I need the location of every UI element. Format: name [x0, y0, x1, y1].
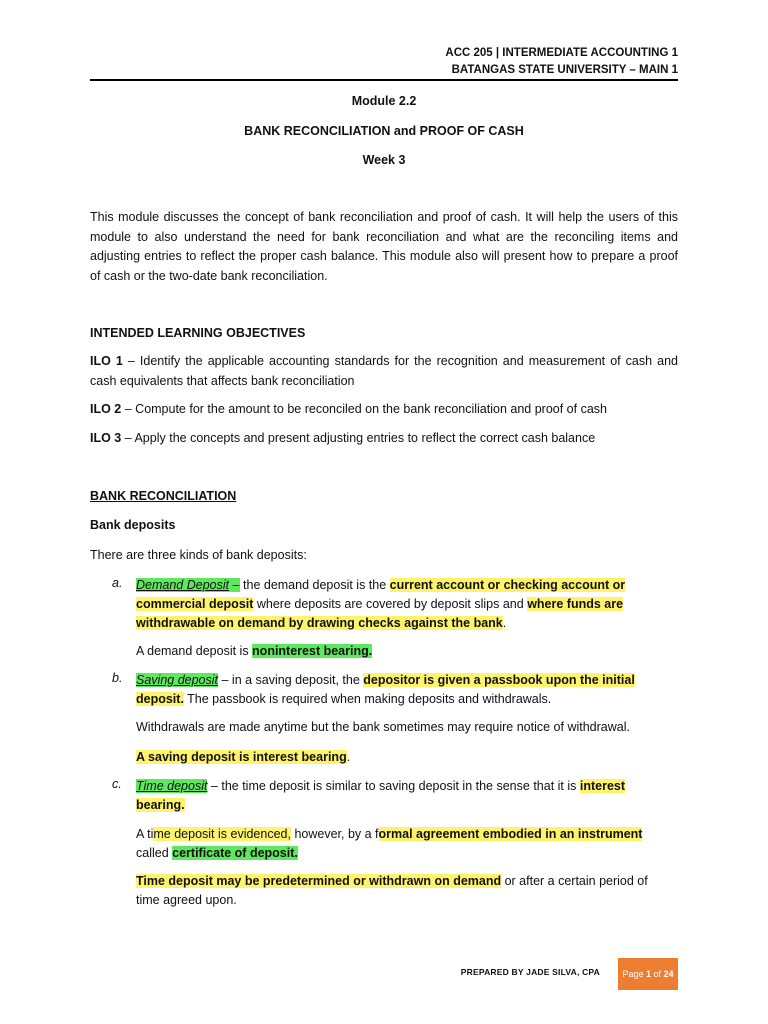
ilo-label: ILO 1: [90, 354, 123, 368]
saving-deposit-definition: [136, 671, 666, 709]
list-marker-b: b.: [112, 671, 123, 685]
ilo-label: ILO 2: [90, 402, 122, 416]
time-deposit-evidence: [136, 825, 666, 863]
ilo-3: [90, 429, 678, 449]
demand-deposit-note: [136, 642, 666, 661]
highlight-interest-bearing: A saving deposit is interest bearing: [136, 750, 347, 764]
demand-deposit-definition: [136, 576, 666, 633]
highlight-passbook: depositor is given a passbook upon the initial deposit.: [136, 673, 635, 706]
university-line: BATANGAS STATE UNIVERSITY – MAIN 1: [451, 64, 678, 76]
section-heading: BANK RECONCILIATION: [90, 489, 237, 503]
module-week: Week 3: [362, 153, 406, 167]
time-deposit-definition: [136, 777, 666, 815]
list-marker-a: a.: [112, 576, 123, 590]
term-dash: –: [229, 578, 240, 592]
ilo-text: – Identify the applicable accounting standards for the recognition and measurement of cash and cash equivalents that affects bank reconciliation: [90, 354, 678, 388]
highlight-interest-bearing: interest bearing.: [136, 779, 626, 812]
text-run: or after a certain period of time agreed upon.: [136, 874, 648, 907]
highlight-predetermined: Time deposit may be predetermined or withdrawn on demand: [136, 874, 502, 888]
page-total: 24: [663, 969, 674, 979]
list-marker-c: c.: [112, 777, 122, 791]
highlight-certificate: certificate of deposit.: [172, 846, 298, 860]
saving-deposit-note: [136, 748, 666, 767]
course-code-line: ACC 205 | INTERMEDIATE ACCOUNTING 1: [445, 47, 678, 59]
text-run: A demand deposit is: [136, 644, 253, 658]
ilo-heading: INTENDED LEARNING OBJECTIVES: [90, 326, 306, 340]
text-run: however, by a f: [290, 827, 379, 841]
text-run: where deposits are covered by deposit slips and: [253, 597, 528, 611]
page-word: Page: [622, 969, 644, 979]
saving-deposit-withdrawals: Withdrawals are made anytime but the bank sometimes may require notice of withdrawal.: [136, 720, 630, 734]
text-run: A ti: [136, 827, 154, 841]
ilo-label: ILO 3: [90, 431, 122, 445]
text-run: The passbook is required when making deposits and withdrawals.: [183, 692, 552, 706]
header-rule: [90, 79, 678, 81]
highlight-current-account: current account or checking account or commercial deposit: [136, 578, 626, 611]
module-topic: BANK RECONCILIATION and PROOF OF CASH: [244, 124, 524, 138]
text-run: – the time deposit is similar to saving deposit in the sense that it is: [207, 779, 580, 793]
prepared-by: PREPARED BY JADE SILVA, CPA: [460, 967, 600, 977]
text-run: .: [502, 616, 507, 630]
text-run: called: [136, 846, 173, 860]
demand-deposit-term: Demand Deposit: [136, 578, 230, 592]
saving-deposit-term: Saving deposit: [136, 673, 219, 687]
highlight-withdrawable: where funds are withdrawable on demand by drawing checks against the bank: [136, 597, 624, 630]
intro-paragraph: This module discusses the concept of bank reconciliation and proof of cash. It will help the users of this module to also understand the need for bank reconciliation and what are the reconciling items and adjusting entries to reflect the proper cash balance. This module also will present how to prepare a proof of cash or the two-date bank reconciliation.: [90, 210, 678, 283]
time-deposit-withdrawal: [136, 872, 666, 910]
highlight-evidenced: me deposit is evidenced,: [153, 827, 291, 841]
section-subheading: Bank deposits: [90, 518, 176, 532]
course-header: [445, 45, 678, 79]
ilo-2: [90, 400, 678, 420]
page-number: 1: [645, 969, 651, 979]
section-lead: There are three kinds of bank deposits:: [90, 548, 307, 562]
page-indicator: [618, 958, 678, 990]
module-number: Module 2.2: [351, 94, 417, 108]
time-deposit-term: Time deposit: [136, 779, 208, 793]
text-run: .: [346, 750, 351, 764]
highlight-noninterest: noninterest bearing.: [252, 644, 373, 658]
highlight-formal-agreement: ormal agreement embodied in an instrument: [378, 827, 643, 841]
text-run: – in a saving deposit, the: [218, 673, 364, 687]
ilo-text: – Apply the concepts and present adjusting entries to reflect the correct cash balance: [121, 431, 596, 445]
page-of: of: [653, 969, 662, 979]
ilo-text: – Compute for the amount to be reconciled on the bank reconciliation and proof of cash: [121, 402, 607, 416]
text-run: the demand deposit is the: [239, 578, 390, 592]
ilo-1: [90, 352, 678, 391]
